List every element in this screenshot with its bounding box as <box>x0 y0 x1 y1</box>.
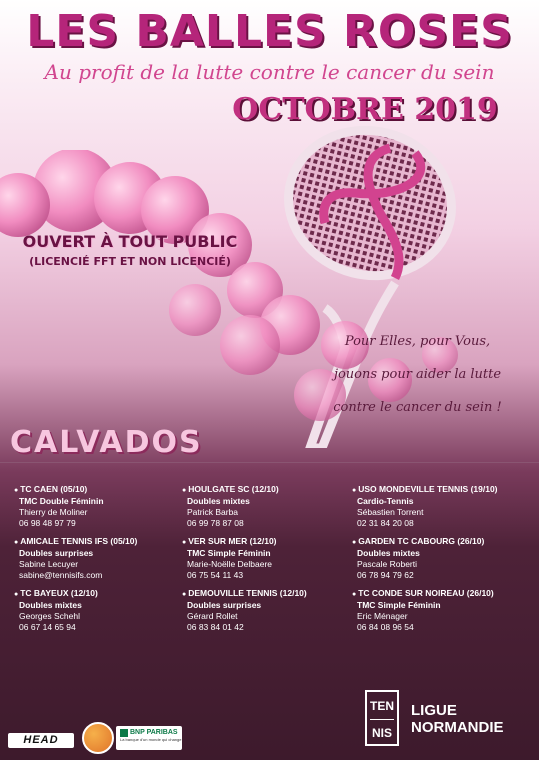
logo-divider <box>370 719 394 720</box>
licence-note: (LICENCIÉ FFT ET NON LICENCIÉ) <box>29 255 231 268</box>
logo-nis: NIS <box>371 726 392 740</box>
club-contact: Marie-Noëlle Delbaere <box>187 559 273 569</box>
club-entry <box>182 536 352 581</box>
club-name: ● USO MONDEVILLE TENNIS (19/10) <box>352 484 522 496</box>
region-heading: CALVADOS <box>10 425 203 460</box>
head-logo <box>8 733 74 748</box>
club-name: ● GARDEN TC CABOURG (26/10) <box>352 536 522 548</box>
club-event: Cardio-Tennis <box>357 496 414 506</box>
club-name: ● VER SUR MER (12/10) <box>182 536 352 548</box>
club-phone: 06 75 54 11 43 <box>187 570 244 580</box>
bnp-star-icon <box>120 729 128 737</box>
ligue-line2: NORMANDIE <box>411 719 504 736</box>
club-phone: 02 31 84 20 08 <box>357 518 414 528</box>
bnp-logo-text: BNP PARIBAS <box>130 729 178 736</box>
club-name: ● HOULGATE SC (12/10) <box>182 484 352 496</box>
club-phone: 06 78 94 79 62 <box>357 570 414 580</box>
event-month: OCTOBRE 2019 <box>232 92 498 127</box>
club-entry <box>182 484 352 529</box>
club-phone: 06 98 48 97 79 <box>19 518 76 528</box>
club-event: TMC Double Féminin <box>19 496 104 506</box>
poster-subtitle: Au profit de la lutte contre le cancer du sein <box>44 60 495 84</box>
club-email[interactable]: sabine@tennisifs.com <box>19 570 103 580</box>
club-name: ● DEMOUVILLE TENNIS (12/10) <box>182 588 352 600</box>
club-column <box>14 484 184 640</box>
club-event: TMC Simple Féminin <box>187 548 271 558</box>
club-phone: 06 83 84 01 42 <box>187 622 244 632</box>
club-event: TMC Simple Féminin <box>357 600 441 610</box>
open-to-public-heading: OUVERT À TOUT PUBLIC <box>22 232 238 251</box>
divider <box>0 462 539 463</box>
club-phone: 06 99 78 87 08 <box>187 518 244 528</box>
club-name: ● AMICALE TENNIS IFS (05/10) <box>14 536 184 548</box>
logo-ten: TEN <box>370 699 394 713</box>
club-contact: Gérard Rollet <box>187 611 238 621</box>
club-entry <box>14 484 184 529</box>
poster-title: LES BALLES ROSES <box>26 6 513 57</box>
club-contact: Eric Ménager <box>357 611 408 621</box>
slogan-line: Pour Elles, pour Vous, <box>344 334 491 349</box>
slogan-line: contre le cancer du sein ! <box>333 400 502 415</box>
club-name: ● TC BAYEUX (12/10) <box>14 588 184 600</box>
club-column <box>352 484 522 640</box>
slogan <box>305 325 530 424</box>
tennis-logo-box <box>365 690 399 746</box>
sponsor-ball-logo <box>82 722 114 754</box>
ligue-name <box>411 702 504 736</box>
club-event: Doubles surprises <box>19 548 94 558</box>
club-event: Doubles surprises <box>187 600 262 610</box>
club-entry <box>352 484 522 529</box>
club-entry <box>352 536 522 581</box>
ligue-line1: LIGUE <box>411 702 457 719</box>
club-contact: Sabine Lecuyer <box>19 559 79 569</box>
club-entry <box>182 588 352 633</box>
club-entry <box>14 588 184 633</box>
club-name: ● TC CONDE SUR NOIREAU (26/10) <box>352 588 522 600</box>
club-phone: 06 67 14 65 94 <box>19 622 76 632</box>
club-event: Doubles mixtes <box>19 600 82 610</box>
club-entry <box>14 536 184 581</box>
club-name: ● TC CAEN (05/10) <box>14 484 184 496</box>
club-event: Doubles mixtes <box>187 496 250 506</box>
club-contact: Patrick Barba <box>187 507 239 517</box>
club-phone: 06 84 08 96 54 <box>357 622 414 632</box>
club-entry <box>352 588 522 633</box>
club-column <box>182 484 352 640</box>
club-contact: Georges Schehl <box>19 611 80 621</box>
club-contact: Sébastien Torrent <box>357 507 424 517</box>
slogan-line: jouons pour aider la lutte <box>333 367 502 382</box>
head-logo-text: HEAD <box>23 734 59 746</box>
club-event: Doubles mixtes <box>357 548 420 558</box>
bnp-paribas-logo <box>116 726 182 750</box>
bnp-tagline: La banque d'un monde qui change <box>120 737 182 742</box>
club-contact: Thierry de Moliner <box>19 507 88 517</box>
club-contact: Pascale Roberti <box>357 559 418 569</box>
